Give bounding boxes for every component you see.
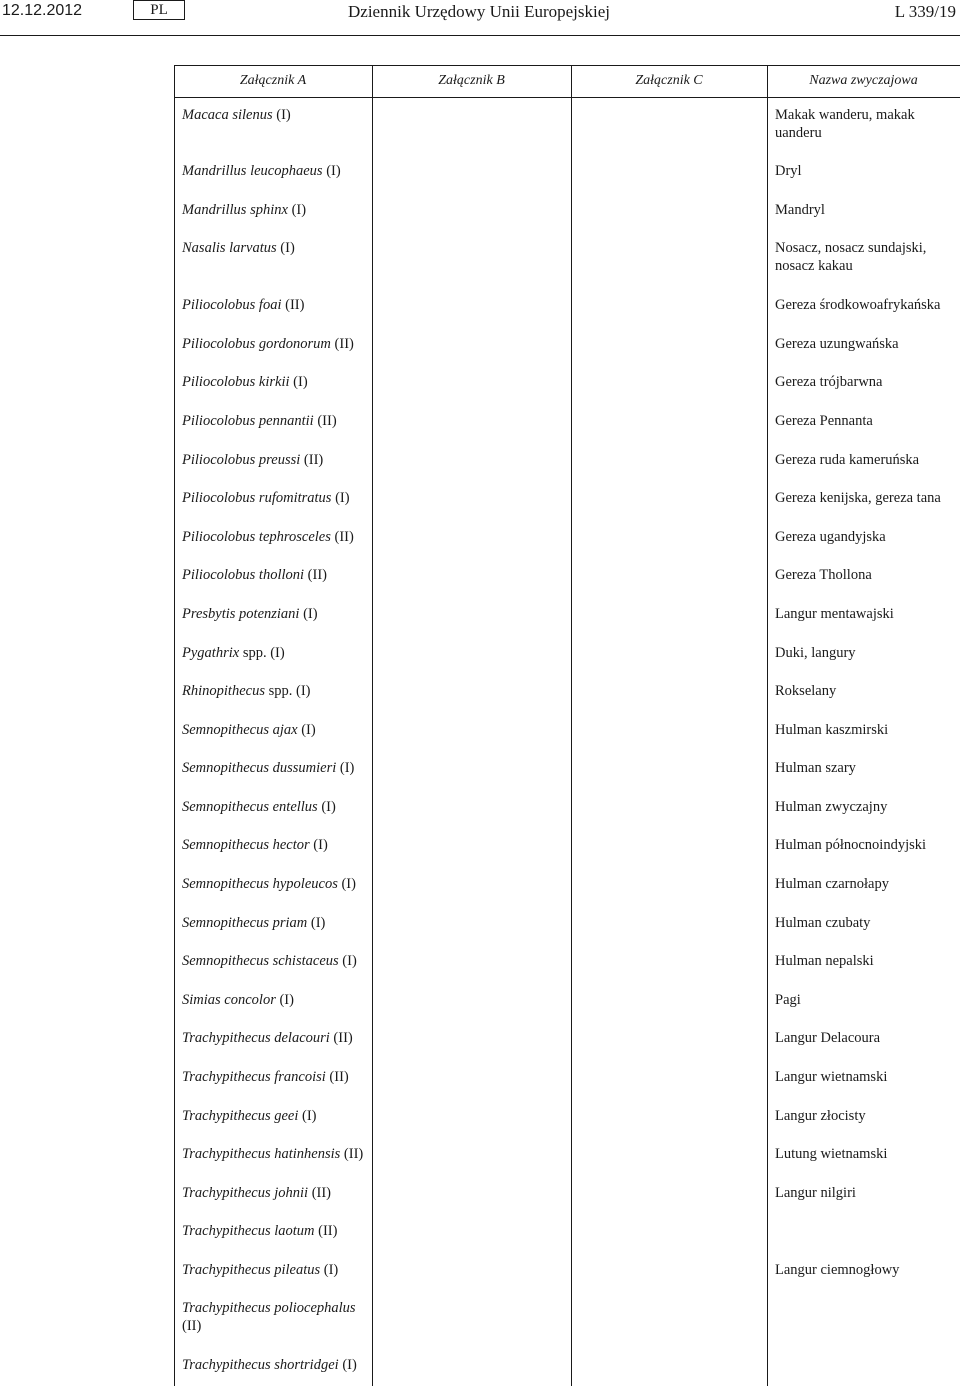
scientific-name: Semnopithecus priam xyxy=(182,915,308,931)
scientific-name: Trachypithecus hatinhensis xyxy=(182,1146,341,1162)
annex-suffix: (I) xyxy=(317,799,336,815)
species-name xyxy=(182,644,367,662)
column-header-annex-a: Załącznik A xyxy=(239,73,307,88)
column-divider xyxy=(767,65,768,1386)
species-name xyxy=(182,1107,367,1125)
scientific-name: Nasalis larvatus xyxy=(182,240,277,256)
species-name xyxy=(182,1222,367,1240)
common-name: Hulman nepalski xyxy=(775,953,874,969)
scientific-name: Trachypithecus poliocephalus xyxy=(182,1300,356,1316)
common-name: Gereza ruda kameruńska xyxy=(775,452,920,468)
species-name xyxy=(182,682,367,700)
common-name: Gereza trójbarwna xyxy=(775,374,883,390)
scientific-name: Trachypithecus johnii xyxy=(182,1185,309,1201)
species-name xyxy=(182,721,367,739)
common-name: Rokselany xyxy=(775,683,837,699)
column-divider xyxy=(372,65,373,1386)
common-name: Hulman szary xyxy=(775,760,856,776)
annex-suffix: (II) xyxy=(304,567,327,583)
table-header xyxy=(174,65,960,98)
species-name xyxy=(182,566,367,584)
scientific-name: Trachypithecus delacouri xyxy=(182,1030,330,1046)
scientific-name: Piliocolobus pennantii xyxy=(182,413,314,429)
scientific-name: Semnopithecus hector xyxy=(182,837,310,853)
scientific-name: Presbytis potenziani xyxy=(182,606,300,622)
common-name: Hulman czarnołapy xyxy=(775,876,889,892)
species-name xyxy=(182,162,367,180)
header-divider xyxy=(0,35,960,36)
scientific-name: Semnopithecus dussumieri xyxy=(182,760,337,776)
journal-title: Dziennik Urzędowy Unii Europejskiej xyxy=(348,2,611,21)
column-header-annex-c: Załącznik C xyxy=(635,73,703,88)
scientific-name: Piliocolobus gordonorum xyxy=(182,336,331,352)
common-name: Langur Delacoura xyxy=(775,1030,881,1046)
scientific-name: Piliocolobus preussi xyxy=(182,452,301,468)
annex-suffix: (I) xyxy=(320,1262,339,1278)
annex-suffix: (II) xyxy=(330,336,354,352)
annex-suffix: (I) xyxy=(309,837,328,853)
scientific-name: Semnopithecus ajax xyxy=(182,722,298,738)
scientific-name: Semnopithecus entellus xyxy=(182,799,318,815)
annex-suffix: (I) xyxy=(338,953,357,969)
annex-suffix: (I) xyxy=(338,1357,357,1373)
common-name: Langur wietnamski xyxy=(775,1069,888,1085)
page-header xyxy=(0,0,960,26)
annex-suffix: (I) xyxy=(331,490,350,506)
common-name: Pagi xyxy=(775,992,801,1008)
species-name xyxy=(182,489,367,507)
common-name: Nosacz, nosacz sundajski, nosacz kakau xyxy=(775,240,927,274)
common-name: Makak wanderu, makak uanderu xyxy=(775,107,915,141)
species-name xyxy=(182,798,367,816)
scientific-name: Piliocolobus rufomitratus xyxy=(182,490,332,506)
common-name: Langur ciemnogłowy xyxy=(775,1262,900,1278)
annex-suffix: (I) xyxy=(336,760,355,776)
species-name xyxy=(182,759,367,777)
scientific-name: Pygathrix xyxy=(182,645,240,661)
annex-suffix: (I) xyxy=(298,1108,317,1124)
annex-suffix: (I) xyxy=(322,163,341,179)
column-divider xyxy=(571,65,572,1386)
species-name xyxy=(182,1261,367,1279)
annex-table xyxy=(174,65,960,1386)
common-name: Hulman północnoindyjski xyxy=(775,837,927,853)
annex-suffix: (I) xyxy=(272,107,291,123)
species-name xyxy=(182,836,367,854)
species-name xyxy=(182,991,367,1009)
species-name xyxy=(182,201,367,219)
scientific-name: Semnopithecus hypoleucos xyxy=(182,876,338,892)
species-name xyxy=(182,106,367,124)
scientific-name: Simias concolor xyxy=(182,992,276,1008)
common-name: Gereza uzungwańska xyxy=(775,336,899,352)
language-badge: PL xyxy=(133,0,185,20)
annex-suffix: (II) xyxy=(329,1030,353,1046)
scientific-name: Mandrillus sphinx xyxy=(182,202,288,218)
species-name xyxy=(182,528,367,546)
annex-suffix: (I) xyxy=(299,606,318,622)
annex-suffix: (II) xyxy=(330,529,354,545)
common-name: Langur nilgiri xyxy=(775,1185,856,1201)
common-name: Dryl xyxy=(775,163,802,179)
page-number: L 339/19 xyxy=(894,2,956,21)
common-name: Hulman kaszmirski xyxy=(775,722,889,738)
species-name xyxy=(182,875,367,893)
species-name xyxy=(182,296,367,314)
species-name xyxy=(182,952,367,970)
common-name: Gereza Thollona xyxy=(775,567,872,583)
species-name xyxy=(182,239,367,257)
scientific-name: Macaca silenus xyxy=(182,107,273,123)
species-name xyxy=(182,914,367,932)
species-name xyxy=(182,451,367,469)
scientific-name: Trachypithecus pileatus xyxy=(182,1262,321,1278)
species-name xyxy=(182,412,367,430)
scientific-name: Trachypithecus geei xyxy=(182,1108,299,1124)
scientific-name: Trachypithecus shortridgei xyxy=(182,1357,339,1373)
species-name xyxy=(182,605,367,623)
species-name xyxy=(182,1029,367,1047)
species-name xyxy=(182,1356,367,1374)
annex-suffix: (II) xyxy=(340,1146,364,1162)
annex-suffix: spp. (I) xyxy=(264,683,311,699)
common-name: Gereza Pennanta xyxy=(775,413,873,429)
common-name: Gereza ugandyjska xyxy=(775,529,886,545)
scientific-name: Piliocolobus tephrosceles xyxy=(182,529,331,545)
annex-suffix: (I) xyxy=(337,876,356,892)
common-name: Duki, langury xyxy=(775,645,856,661)
publication-date: 12.12.2012 xyxy=(2,2,83,19)
scientific-name: Piliocolobus foai xyxy=(182,297,282,313)
common-name: Langur mentawajski xyxy=(775,606,894,622)
annex-suffix: (I) xyxy=(289,374,308,390)
common-name: Mandryl xyxy=(775,202,825,218)
species-name xyxy=(182,373,367,391)
species-name xyxy=(182,1299,367,1335)
scientific-name: Semnopithecus schistaceus xyxy=(182,953,339,969)
species-name xyxy=(182,1145,367,1163)
annex-suffix: (II) xyxy=(308,1185,332,1201)
annex-suffix: (I) xyxy=(276,240,295,256)
annex-suffix: (I) xyxy=(307,915,326,931)
species-name xyxy=(182,1184,367,1202)
annex-suffix: (I) xyxy=(287,202,307,218)
annex-suffix: spp. (I) xyxy=(239,645,285,661)
common-name: Gereza środkowoafrykańska xyxy=(775,297,941,313)
annex-suffix: (II) xyxy=(182,1318,202,1334)
annex-suffix: (I) xyxy=(275,992,294,1008)
annex-suffix: (I) xyxy=(297,722,316,738)
common-name: Langur złocisty xyxy=(775,1108,866,1124)
scientific-name: Piliocolobus kirkii xyxy=(182,374,290,390)
scientific-name: Trachypithecus laotum xyxy=(182,1223,315,1239)
annex-suffix: (II) xyxy=(325,1069,349,1085)
column-header-common-name: Nazwa zwyczajowa xyxy=(809,73,918,88)
scientific-name: Rhinopithecus xyxy=(182,683,265,699)
annex-suffix: (II) xyxy=(313,413,337,429)
annex-suffix: (II) xyxy=(281,297,305,313)
scientific-name: Piliocolobus tholloni xyxy=(182,567,305,583)
species-name xyxy=(182,335,367,353)
scientific-name: Trachypithecus francoisi xyxy=(182,1069,326,1085)
column-header-annex-b: Załącznik B xyxy=(438,73,505,88)
annex-suffix: (II) xyxy=(314,1223,338,1239)
common-name: Gereza kenijska, gereza tana xyxy=(775,490,941,506)
common-name: Hulman czubaty xyxy=(775,915,871,931)
annex-suffix: (II) xyxy=(300,452,324,468)
scientific-name: Mandrillus leucophaeus xyxy=(182,163,323,179)
column-divider xyxy=(174,65,175,1386)
common-name: Hulman zwyczajny xyxy=(775,799,888,815)
species-name xyxy=(182,1068,367,1086)
common-name: Lutung wietnamski xyxy=(775,1146,888,1162)
